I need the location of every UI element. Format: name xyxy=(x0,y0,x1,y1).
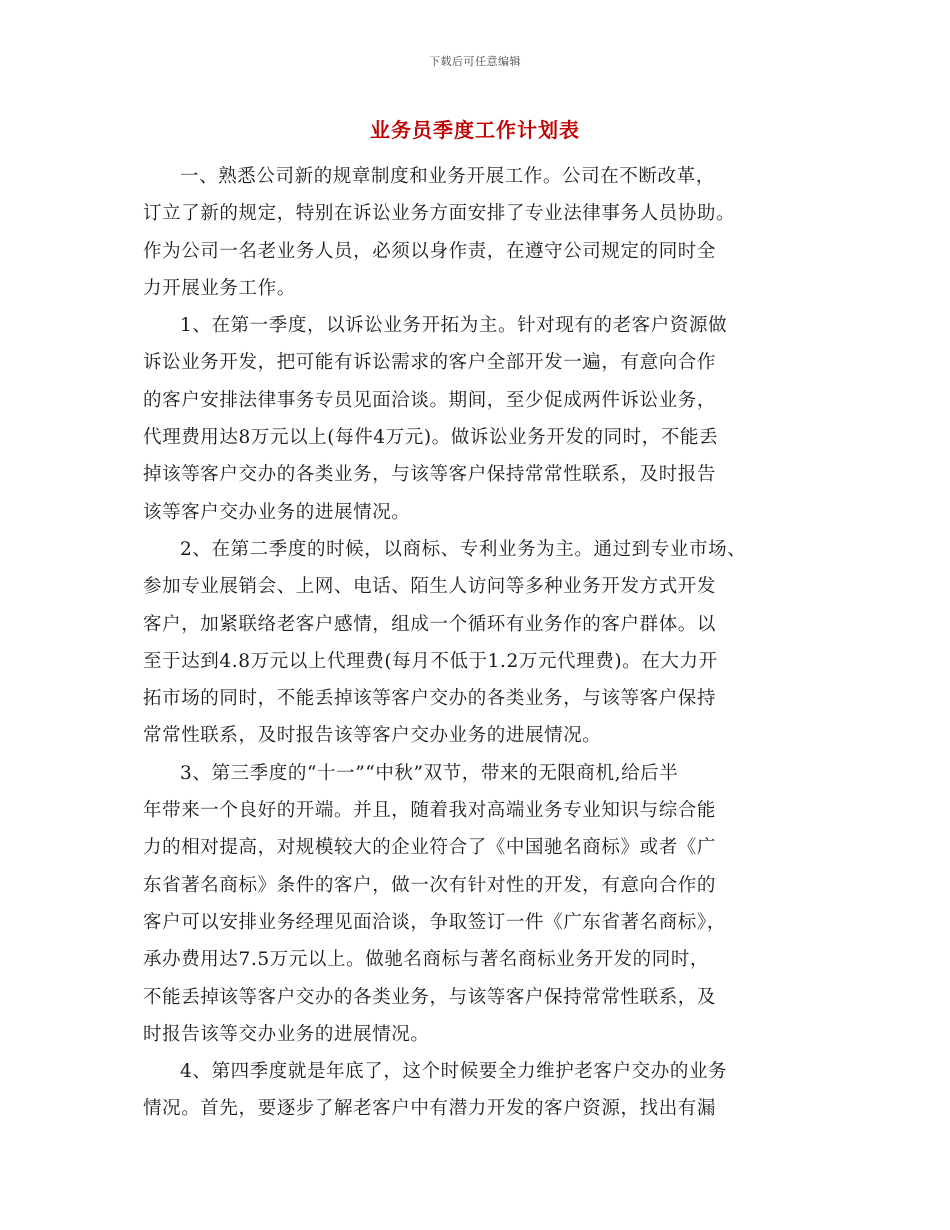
text-line: 1、在第一季度，以诉讼业务开拓为主。针对现有的老客户资源做 xyxy=(180,315,728,337)
text-line: 的客户安排法律事务专员见面洽谈。期间，至少促成两件诉讼业务， xyxy=(143,389,717,411)
text-line: 3、第三季度的“十一”“中秋”双节，带来的无限商机,给后半 xyxy=(180,762,679,784)
page-header: 下载后可任意编辑 xyxy=(429,55,521,68)
text-line: 拓市场的同时，不能丢掉该等客户交办的各类业务，与该等客户保持 xyxy=(143,688,717,710)
text-line: 客户，加紧联络老客户感情，组成一个循环有业务作的客户群体。以 xyxy=(143,613,717,635)
text-line: 掉该等客户交办的各类业务，与该等客户保持常常性联系，及时报告 xyxy=(143,464,717,486)
text-line: 一、熟悉公司新的规章制度和业务开展工作。公司在不断改革， xyxy=(180,166,715,187)
text-line: 客户可以安排业务经理见面洽谈，争取签订一件《广东省著名商标》， xyxy=(143,911,726,933)
text-line: 情况。首先，要逐步了解老客户中有潜力开发的客户资源，找出有漏 xyxy=(143,1098,717,1120)
text-line: 力的相对提高，对规模较大的企业符合了《中国驰名商标》或者《广 xyxy=(143,837,717,859)
text-line: 诉讼业务开发，把可能有诉讼需求的客户全部开发一遍，有意向合作 xyxy=(143,352,717,374)
text-line: 4、第四季度就是年底了，这个时候要全力维护老客户交办的业务 xyxy=(180,1061,728,1083)
text-line: 不能丢掉该等客户交办的各类业务，与该等客户保持常常性联系，及 xyxy=(143,986,717,1008)
document-body xyxy=(143,158,823,1128)
text-line: 订立了新的规定，特别在诉讼业务方面安排了专业法律事务人员协助。 xyxy=(143,203,736,225)
text-line: 年带来一个良好的开端。并且，随着我对高端业务专业知识与综合能 xyxy=(143,800,717,822)
document-title: 业务员季度工作计划表 xyxy=(370,118,580,142)
text-line: 参加专业展销会、上网、电话、陌生人访问等多种业务开发方式开发 xyxy=(143,576,717,598)
text-line: 力开展业务工作。 xyxy=(143,277,296,299)
text-line: 该等客户交办业务的进展情况。 xyxy=(143,501,411,523)
text-line: 承办费用达7.5万元以上。做驰名商标与著名商标业务开发的同时， xyxy=(143,949,710,971)
text-line: 时报告该等交办业务的进展情况。 xyxy=(143,1023,430,1045)
text-line: 2、在第二季度的时候，以商标、专利业务为主。通过到专业市场、 xyxy=(180,538,747,560)
text-line: 至于达到4.8万元以上代理费(每月不低于1.2万元代理费)。在大力开 xyxy=(143,650,718,672)
text-line: 常常性联系，及时报告该等客户交办业务的进展情况。 xyxy=(143,725,602,747)
text-line: 作为公司一名老业务人员，必须以身作责，在遵守公司规定的同时全 xyxy=(143,240,717,262)
text-line: 代理费用达8万元以上(每件4万元)。做诉讼业务开发的同时，不能丢 xyxy=(143,427,719,449)
text-line: 东省著名商标》条件的客户，做一次有针对性的开发，有意向合作的 xyxy=(143,874,717,896)
